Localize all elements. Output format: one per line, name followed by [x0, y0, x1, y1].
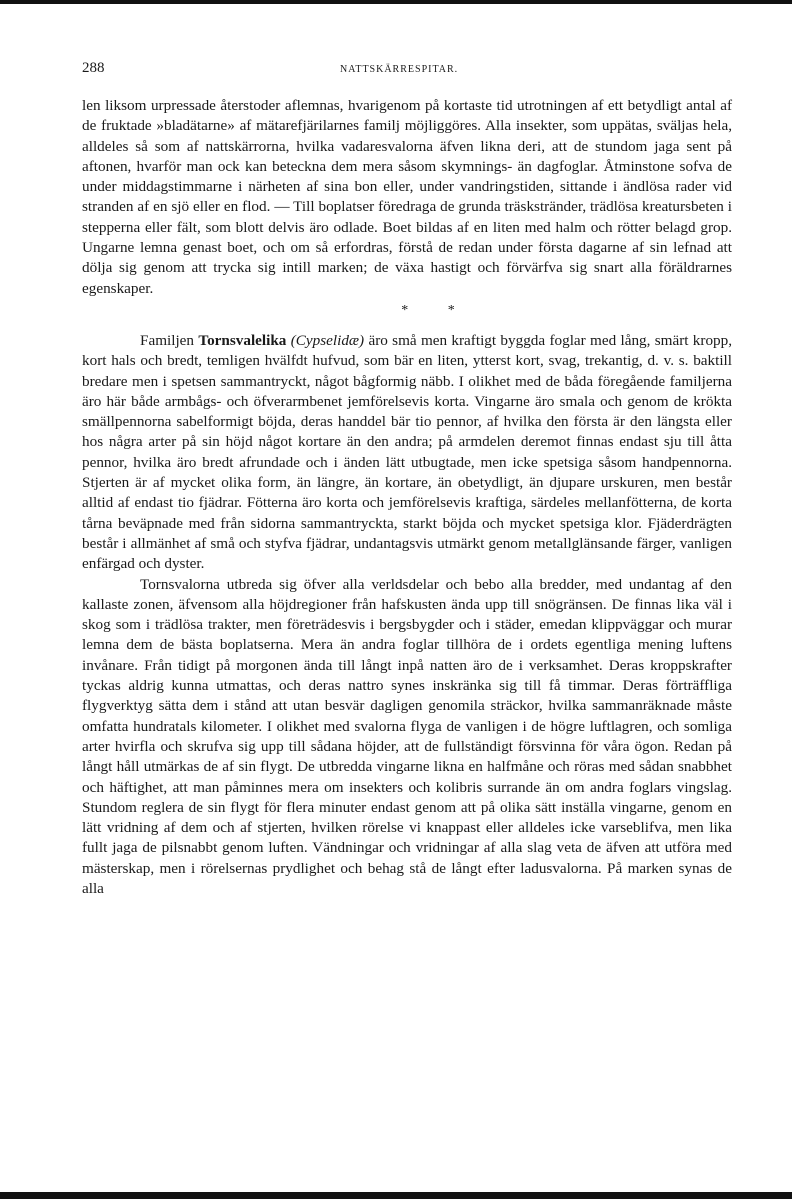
family-name: Tornsvalelika	[198, 331, 287, 349]
paragraph-1: len liksom urpressade återstoder aflemnas, hvarigenom på kortaste tid utrotningen af ett betydligt antal af de fruktade »bladätarne» af mätarefjärilarnes familj möjliggöres. Alla insekter, som uppätas, sväljas hela, alldeles så som af nattskärrorna, hvilka vadaresvalorna äfven likna deri, att de stundom jaga sent på aftonen, hvarför man ock kan beteckna dem mera såsom skymnings- än dagfoglar. Åtminstone sofva de under middagstimmarne i närheten af sina bon eller, under vandringstiden, sittande i ändlösa rader vid stranden af en sjö eller en flod. — Till boplatser föredraga de grunda träskstränder, trädlösa kreatursbeten i stepperna eller fält, som blott delvis äro odlade. Boet bildas af en liten med halm och rötter belagd grop. Ungarne lemna genast boet, och om så erfordras, förstå de redan under första dagarne af sin lefnad att dölja sig genom att trycka sig intill marken; de växa hastigt och förvärfva sig snart alla föräldrarnes egenskaper.	[82, 97, 732, 297]
running-head	[82, 60, 732, 82]
body-text	[82, 96, 732, 899]
scan-border-bottom	[0, 1192, 792, 1199]
scan-border-top	[0, 0, 792, 4]
section-separator: * *	[401, 302, 473, 318]
latin-family-name: (Cypselidæ)	[290, 331, 365, 349]
paragraph-2-lead: Familjen	[140, 331, 194, 349]
paragraph-2	[82, 331, 732, 575]
running-title: NATTSKÄRRESPITAR.	[340, 64, 459, 75]
paragraph-3: Tornsvalorna utbreda sig öfver alla verldsdelar och bebo alla bredder, med undantag af den kallaste zonen, äfvensom alla höjdregioner från hafskusten ända upp till snögränsen. De finnas lika väl i skog som i trädlösa trakter, men företrädesvis i bergsbygder och i städer, emedan klippväggar och murar lemna dem de bästa boplatserna. Mera än andra foglar tillhöra de i ordets egentliga mening luftens invånare. Från tidigt på morgonen ända till långt inpå natten äro de i verksamhet. Deras kroppskrafter tyckas aldrig kunna utmattas, och deras nattro synes inskränka sig till få timmar. Deras förträffliga flygverktyg sätta dem i stånd att utan besvär dagligen genomila sträckor, hvilka sammanräknade måste omfatta hundratals kilometer. I olikhet med svalorna flyga de vanligen i de högre luftlagren, och somliga arter hvirfla och skrufva sig upp till sådana höjder, att de fullständigt försvinna för våra ögon. Redan på långt håll utmärkas de af sin flygt. De utbredda vingarne likna en halfmåne och röras med sådan snabbhet och häftighet, att man påminnes mera om insekters och kolibris surrande än om andra foglars vingslag. Stundom reglera de sin flygt för flera minuter endast genom att på olika sätt inställa vingarne, genom en lätt vridning af dem och af stjerten, hvilken rörelse vi knappast eller alldeles icke varseblifva, men lika fullt jaga de pilsnabbt genom luften. Vändningar och vridningar af alla slag veta de äfven att utföra med mästerskap, men i rörelsernas prydlighet och behag stå de långt efter ladusvalorna. På marken synas de alla	[82, 575, 732, 897]
page-number: 288	[82, 60, 105, 76]
paragraph-2-body: äro små men kraftigt byggda foglar med lång, smärt kropp, kort hals och bredt, temligen hvälfdt hufvud, som bär en liten, ytterst kort, svag, trekantig, d. v. s. baktill bredare men i spetsen sammantryckt, något bågformig näbb. I olikhet med de båda föregående familjerna äro här både armbågs- och öfverarmbenet jemförelsevis korta. Vingarne äro smala och genom de krökta smällpennorna sabelformigt böjda, deras handdel bär tio pennor, af hvilka den första är den längsta eller hos några arter på sin höjd något kortare än den andra; på armdelen deremot finnas endast sju till åtta pennor, hvilka äro bredt afrundade och i änden lätt utbugtade, men icke spetsiga såsom handpennorna. Stjerten är af mycket olika form, än längre, än kortare, än obetydligt, än djupare urskuren, men består alltid af endast tio fjädrar. Fötterna äro korta och jemförelsevis kraftiga, särdeles mellanfötterna, de korta tårna beväpnade med från sidorna sammantryckta, starkt böjda och mycket spetsiga klor. Fjäderdrägten består i allmänhet af små och styfva fjädrar, undantagsvis utmärkt genom metallglänsande färger, vanligen enfärgad och dyster.	[82, 331, 733, 573]
